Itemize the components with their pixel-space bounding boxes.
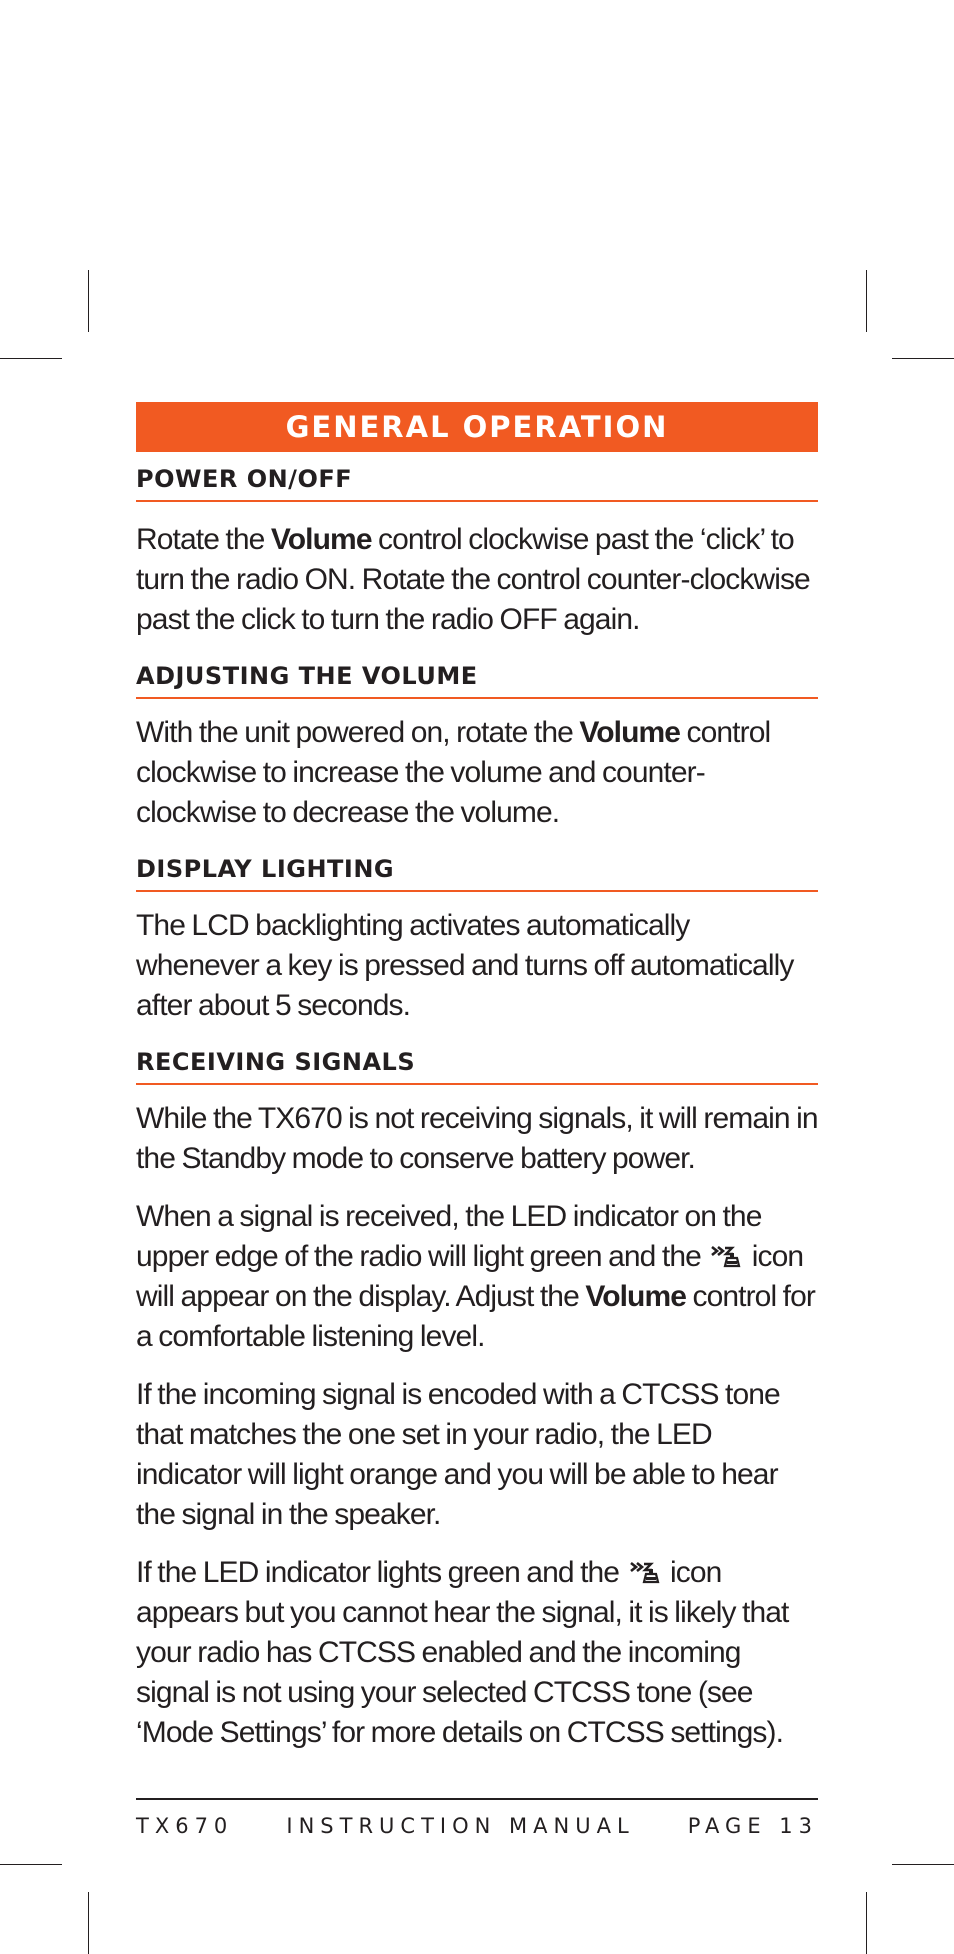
receive-signal-icon bbox=[629, 1560, 661, 1584]
text-run: icon will appear on the display. Adjust the bbox=[136, 1240, 804, 1313]
page-banner: GENERAL OPERATION bbox=[136, 402, 818, 452]
crop-mark bbox=[88, 270, 89, 332]
bold-term-volume: Volume bbox=[585, 1280, 687, 1313]
bold-term-volume: Volume bbox=[270, 523, 372, 556]
text-run: While the TX670 is not receiving signals, it will remain in the Standby mode to conserve battery power. bbox=[136, 1102, 818, 1175]
receive-signal-icon bbox=[710, 1244, 742, 1268]
text-run: control for a comfortable listening level. bbox=[136, 1280, 815, 1353]
text-run: control clockwise to increase the volume and counter-clockwise to decrease the volume. bbox=[136, 716, 771, 829]
page-footer bbox=[136, 1798, 818, 1838]
paragraph-standby bbox=[136, 1099, 818, 1179]
paragraph-volume bbox=[136, 713, 818, 833]
text-run: icon appears but you cannot hear the signal, it is likely that your radio has CTCSS enabled and the incoming signal is not using your selected CTCSS tone (see ‘Mode Settings’ for more details on CTCSS settings). bbox=[136, 1556, 789, 1749]
text-run: The LCD backlighting activates automatically whenever a key is pressed and turns off automatically after about 5 seconds. bbox=[136, 909, 794, 1022]
footer-model: TX670 bbox=[136, 1814, 234, 1838]
section-heading-display-lighting: DISPLAY LIGHTING bbox=[136, 855, 818, 892]
section-heading-receiving: RECEIVING SIGNALS bbox=[136, 1048, 818, 1085]
section-heading-power: POWER ON/OFF bbox=[136, 465, 818, 502]
paragraph-ctcss-match bbox=[136, 1375, 818, 1535]
footer-manual-title: INSTRUCTION MANUAL bbox=[286, 1814, 635, 1838]
crop-mark bbox=[0, 1864, 62, 1865]
paragraph-ctcss-mismatch bbox=[136, 1553, 818, 1753]
text-run: If the LED indicator lights green and the bbox=[136, 1556, 626, 1589]
paragraph-display-lighting bbox=[136, 906, 818, 1026]
section-heading-volume: ADJUSTING THE VOLUME bbox=[136, 662, 818, 699]
crop-mark bbox=[0, 358, 62, 359]
crop-mark bbox=[892, 358, 954, 359]
crop-mark bbox=[88, 1892, 89, 1954]
text-run: control clockwise past the ‘click’ to turn the radio ON. Rotate the control counter-clockwise past the click to turn the radio OFF again. bbox=[136, 523, 810, 636]
crop-mark bbox=[866, 270, 867, 332]
text-run: When a signal is received, the LED indicator on the upper edge of the radio will light green and the bbox=[136, 1200, 762, 1273]
crop-mark bbox=[892, 1864, 954, 1865]
manual-page-content bbox=[136, 402, 818, 1753]
text-run: Rotate the bbox=[136, 523, 271, 556]
bold-term-volume: Volume bbox=[579, 716, 681, 749]
text-run: With the unit powered on, rotate the bbox=[136, 716, 580, 749]
crop-mark bbox=[866, 1892, 867, 1954]
paragraph-power bbox=[136, 520, 818, 640]
text-run: If the incoming signal is encoded with a CTCSS tone that matches the one set in your radio, the LED indicator will light orange and you will be able to hear the signal in the speaker. bbox=[136, 1378, 780, 1531]
paragraph-signal-received bbox=[136, 1197, 818, 1357]
footer-page-number: PAGE 13 bbox=[687, 1814, 818, 1838]
